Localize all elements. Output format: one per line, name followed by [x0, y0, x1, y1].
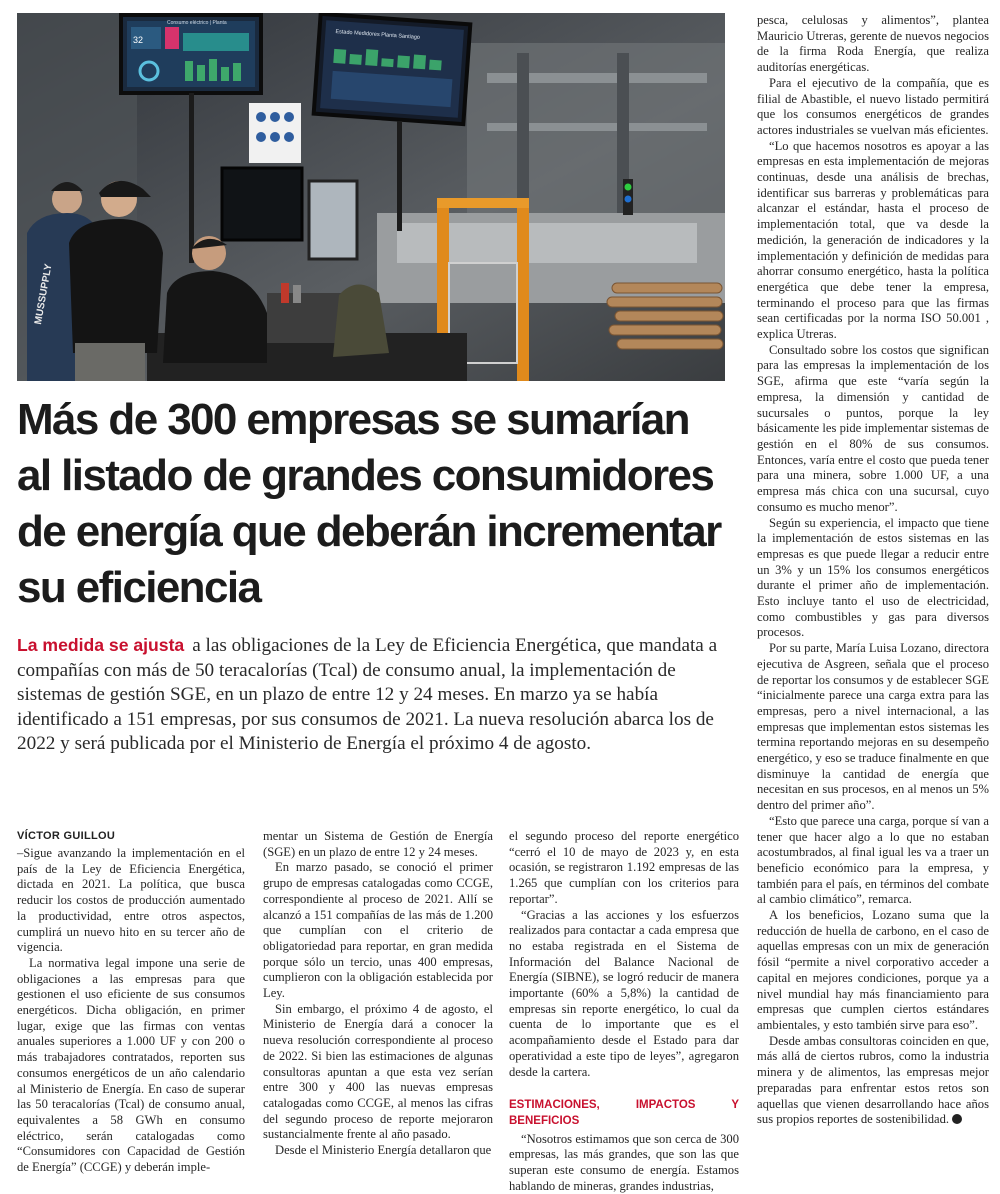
paragraph: Para el ejecutivo de la compañía, que es filial de Abastible, el nuevo listado permitirá que los consumos energéticos de grandes actores industriales se vuelvan más eficientes. — [757, 75, 989, 137]
paragraph: “Lo que hacemos nosotros es apoyar a las empresas en esta implementación de mejoras continuas, desde una análisis de brechas, identificar sus barreras y problemáticas para alcanzar el estándar, hasta el proceso de implementación total, que va desde la medición, la generación de indicadores y la implementación y definición de medidas para ahorrar consumo energético, hasta la política energética que debe tener la empresa, terminando el proceso para que las firmas sean certificadas por la norma ISO 50.001 , explica Utreras. — [757, 138, 989, 342]
paragraph: Desde el Ministerio Energía detallaron que — [275, 1143, 492, 1158]
headline: Más de 300 empresas se sumarían al listado de grandes consumidores de energía que deberán incrementar su eficiencia — [17, 395, 721, 612]
paragraph: A los beneficios, Lozano suma que la reducción de huella de carbono, en el caso de aquellas empresas con un mix de generación fósil “permite a nivel corporativo acceder a capital en mejores condiciones, porque ya a nivel mundial hay más financiamiento para empresas que cumplen ciertos estándares ambientales, y esto también sirve para eso”. — [757, 908, 989, 1032]
body-column-3 — [509, 829, 739, 1194]
screen-left-value: 32 — [133, 35, 144, 45]
screen-right-title: Estado Medidores Planta Santiago — [335, 28, 421, 41]
body-column-4 — [757, 13, 989, 1128]
paragraph: –Sigue avanzando la implementación en el país de la Ley de Eficiencia Energética, dictada en 2021. La política, que busca reducir los costos de producción aumentado la productividad, entre otros aspectos, cumplirá un nuevo hito en su tercer año de vigencia. — [17, 846, 245, 955]
lead-paragraph — [17, 633, 739, 757]
paragraph: Según su experiencia, el impacto que tiene la implementación de estos sistemas en las empresas es que puede llegar a reducir entre un 3% y un 15% los consumos energéticos durante el primer año de implementación. Esto incluye tanto el uso de electricidad, como combustibles y gas para diversos procesos. — [757, 515, 989, 640]
section-subhead: ESTIMACIONES, IMPACTOS Y BENEFICIOS — [509, 1099, 739, 1127]
paragraph: En marzo pasado, se conoció el primer grupo de empresas catalogadas como CCGE, correspondiente al proceso de 2021. Allí se alcanzó a 151 compañías de las más de 1.200 que cumplían con el criterio de obligatoriedad para reportar, en gran medida porque sólo un tercio, unas 400 empresas, cumplieron con la obligación establecida por Ley. — [263, 860, 493, 1001]
end-of-article-icon — [952, 1114, 962, 1124]
paragraph: mentar un Sistema de Gestión de Energía (SGE) en un plazo de entre 12 y 24 meses. — [263, 829, 493, 859]
byline: VÍCTOR GUILLOU — [17, 830, 116, 842]
paragraph: “Esto que parece una carga, porque sí van a tener que hacer algo a lo que no estaban acostumbrados, al final igual les va a traer un beneficio económico para la empresa, y también para el país, en términos del combate al cambio climático”, remarca. — [757, 813, 989, 907]
factory-control-room-illustration — [17, 13, 725, 381]
paragraph: “Nosotros estimamos que son cerca de 300 empresas, las más grandes, que son las que superan este consumo de energía. Estamos hablando de mineras, grandes industrias, — [509, 1131, 739, 1193]
article-photo — [17, 13, 725, 381]
lead-text: a las obligaciones de la Ley de Eficiencia Energética, que mandata a compañías con más de 50 teracalorías (Tcal) de consumo anual, la implementación de sistemas de gestión SGE, en un plazo de entre 12 y 24 meses. En marzo ya se había identificado a 151 empresas, por sus consumos de 2021. La nueva resolución abarca los de 2022 y será publicada por el Ministerio de Energía el próximo 4 de agosto. — [17, 635, 718, 755]
paragraph-text: Desde ambas consultoras coinciden en que, más allá de ciertos rubros, como la industria minera y de alimentos, las empresas mejor preparadas para enfrentar estos retos son aquellas que vienen desarrollando hace años sus propios reportes de sostenibilidad. — [757, 1033, 989, 1127]
body-column-1 — [17, 846, 245, 1176]
paragraph-last — [757, 1034, 989, 1128]
body-column-2 — [263, 829, 493, 1159]
screen-left-title: Consumo eléctrico | Planta — [167, 20, 227, 26]
shirt-text: MUSSUPPLY — [33, 263, 55, 326]
paragraph: pesca, celulosas y alimentos”, plantea Mauricio Utreras, gerente de nuevos negocios de la firma Roda Energía, que realiza auditorías energéticas. — [757, 13, 989, 75]
paragraph: Consultado sobre los costos que significan para las empresas la implementación de los SGE, afirma que este “varía según la empresa, la dimensión y cantidad de sucursales o puntos, porque la ley básicamente les pide implementar sistemas de gestión en el 80% de sus consumos. Entonces, varía entre el costo que pueda tener para una minera, sobre 1.000 UF, a una empresa más chica con una sucursal, cuyo consumo es mucho menor”. — [757, 342, 989, 514]
paragraph: La normativa legal impone una serie de obligaciones a las empresas para que gestionen el uso eficiente de sus consumos energéticos. Dicha obligación, en primer lugar, exige que las firmas con ventas anuales superiores a 1.000 UF y con 200 o más trabajadores contratados, reporten sus consumos energéticos de un año calendario al Ministerio de Energía. En caso de superar las 50 teracalorías (Tcal) de consumo anual, equivalentes a 58 GWh en consumo eléctrico, serán catalogadas como “Consumidores con Capacidad de Gestión de Energía” (CCGE) y deberán imple- — [17, 955, 245, 1175]
paragraph: “Gracias a las acciones y los esfuerzos realizados para contactar a cada empresa que no estaba registrada en el Sistema de Información del Balance Nacional de Energía (SIBNE), se logró reducir de manera importante (60% a 5,8%) la cantidad de empresas sin reporte energético, lo cual da cuenta de lo importante que es el acompañamiento desde el Estado para dar operatividad a este tipo de leyes”, agregaron desde la cartera. — [509, 907, 739, 1079]
paragraph: Por su parte, María Luisa Lozano, directora ejecutiva de Asgreen, señala que el proceso de reportar los consumos y de establecer SGE “inicialmente parece una carga extra para las empresas, pero a nivel internacional, a las empresas que implementan estos sistemas les termina reportando mejoras en su desempeño energético, y eso se traduce finalmente en que disminuye la cantidad de energía que necesitan en sus procesos, en al menos un 5% dentro del primer año”. — [757, 641, 989, 813]
paragraph: el segundo proceso del reporte energético “cerró el 10 de mayo de 2023 y, en esta ocasión, se registraron 1.192 empresas de las 1.265 que cumplían con los criterios para reportar”. — [509, 829, 739, 906]
paragraph: Sin embargo, el próximo 4 de agosto, el Ministerio de Energía dará a conocer la nueva resolución correspondiente al proceso de 2022. Si bien las estimaciones de algunas consultoras apuntan a que esta vez serían entre 300 y 400 las nuevas empresas catalogadas como CCGE, al menos las cifras del segundo proceso de reporte mejoraron sustancialmente frente al año pasado. — [263, 1001, 493, 1142]
lead-kicker: La medida se ajusta — [17, 635, 185, 655]
